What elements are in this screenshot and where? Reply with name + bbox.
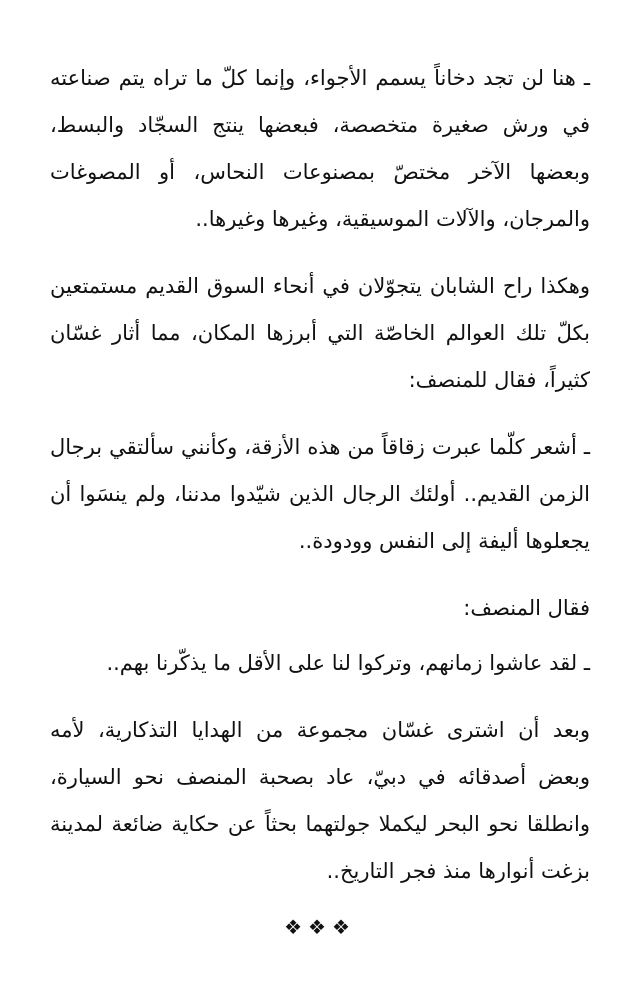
paragraph-munsif-reply: ـ لقد عاشوا زمانهم، وتركوا لنا على الأقل ما يذكّرنا بهم.. bbox=[106, 651, 590, 675]
paragraph-departure: وبعد أن اشترى غسّان مجموعة من الهدايا التذكارية، لأمه وبعض أصدقائه في دبيّ، عاد بصحبة المنصف نحو السيارة، وانطلقا نحو البحر ليكملا جولتهما بحثاً عن حكاية ضائعة لمدينة بزغت أنوارها منذ فجر التاريخ.. bbox=[50, 718, 590, 883]
paragraph-ghassan-speech: ـ أشعر كلّما عبرت زقاقاً من هذه الأزقة، وكأنني سألتقي برجال الزمن القديم.. أولئك الرجال الذين شيّدوا مدننا، ولم ينسَوا أن يجعلوها أليفة إلى النفس وودودة.. bbox=[50, 435, 590, 553]
paragraph-munsif-says: فقال المنصف: bbox=[463, 596, 590, 620]
paragraph-workshops: ـ هنا لن تجد دخاناً يسمم الأجواء، وإنما كلّ ما تراه يتم صناعته في ورش صغيرة متخصصة، فبعضها ينتج السجّاد والبسط، وبعضها الآخر مختصّ بمصنوعات النحاس، أو المصوغات والمرجان، والآلات الموسيقية، وغيرها وغيرها.. bbox=[50, 66, 590, 231]
paragraph-market-stroll: وهكذا راح الشابان يتجوّلان في أنحاء السوق القديم مستمتعين بكلّ تلك العوالم الخاصّة التي أبرزها المكان، مما أثار غسّان كثيراً، فقال للمنصف: bbox=[50, 274, 590, 392]
section-divider-ornament: ❖❖❖ bbox=[284, 915, 356, 939]
